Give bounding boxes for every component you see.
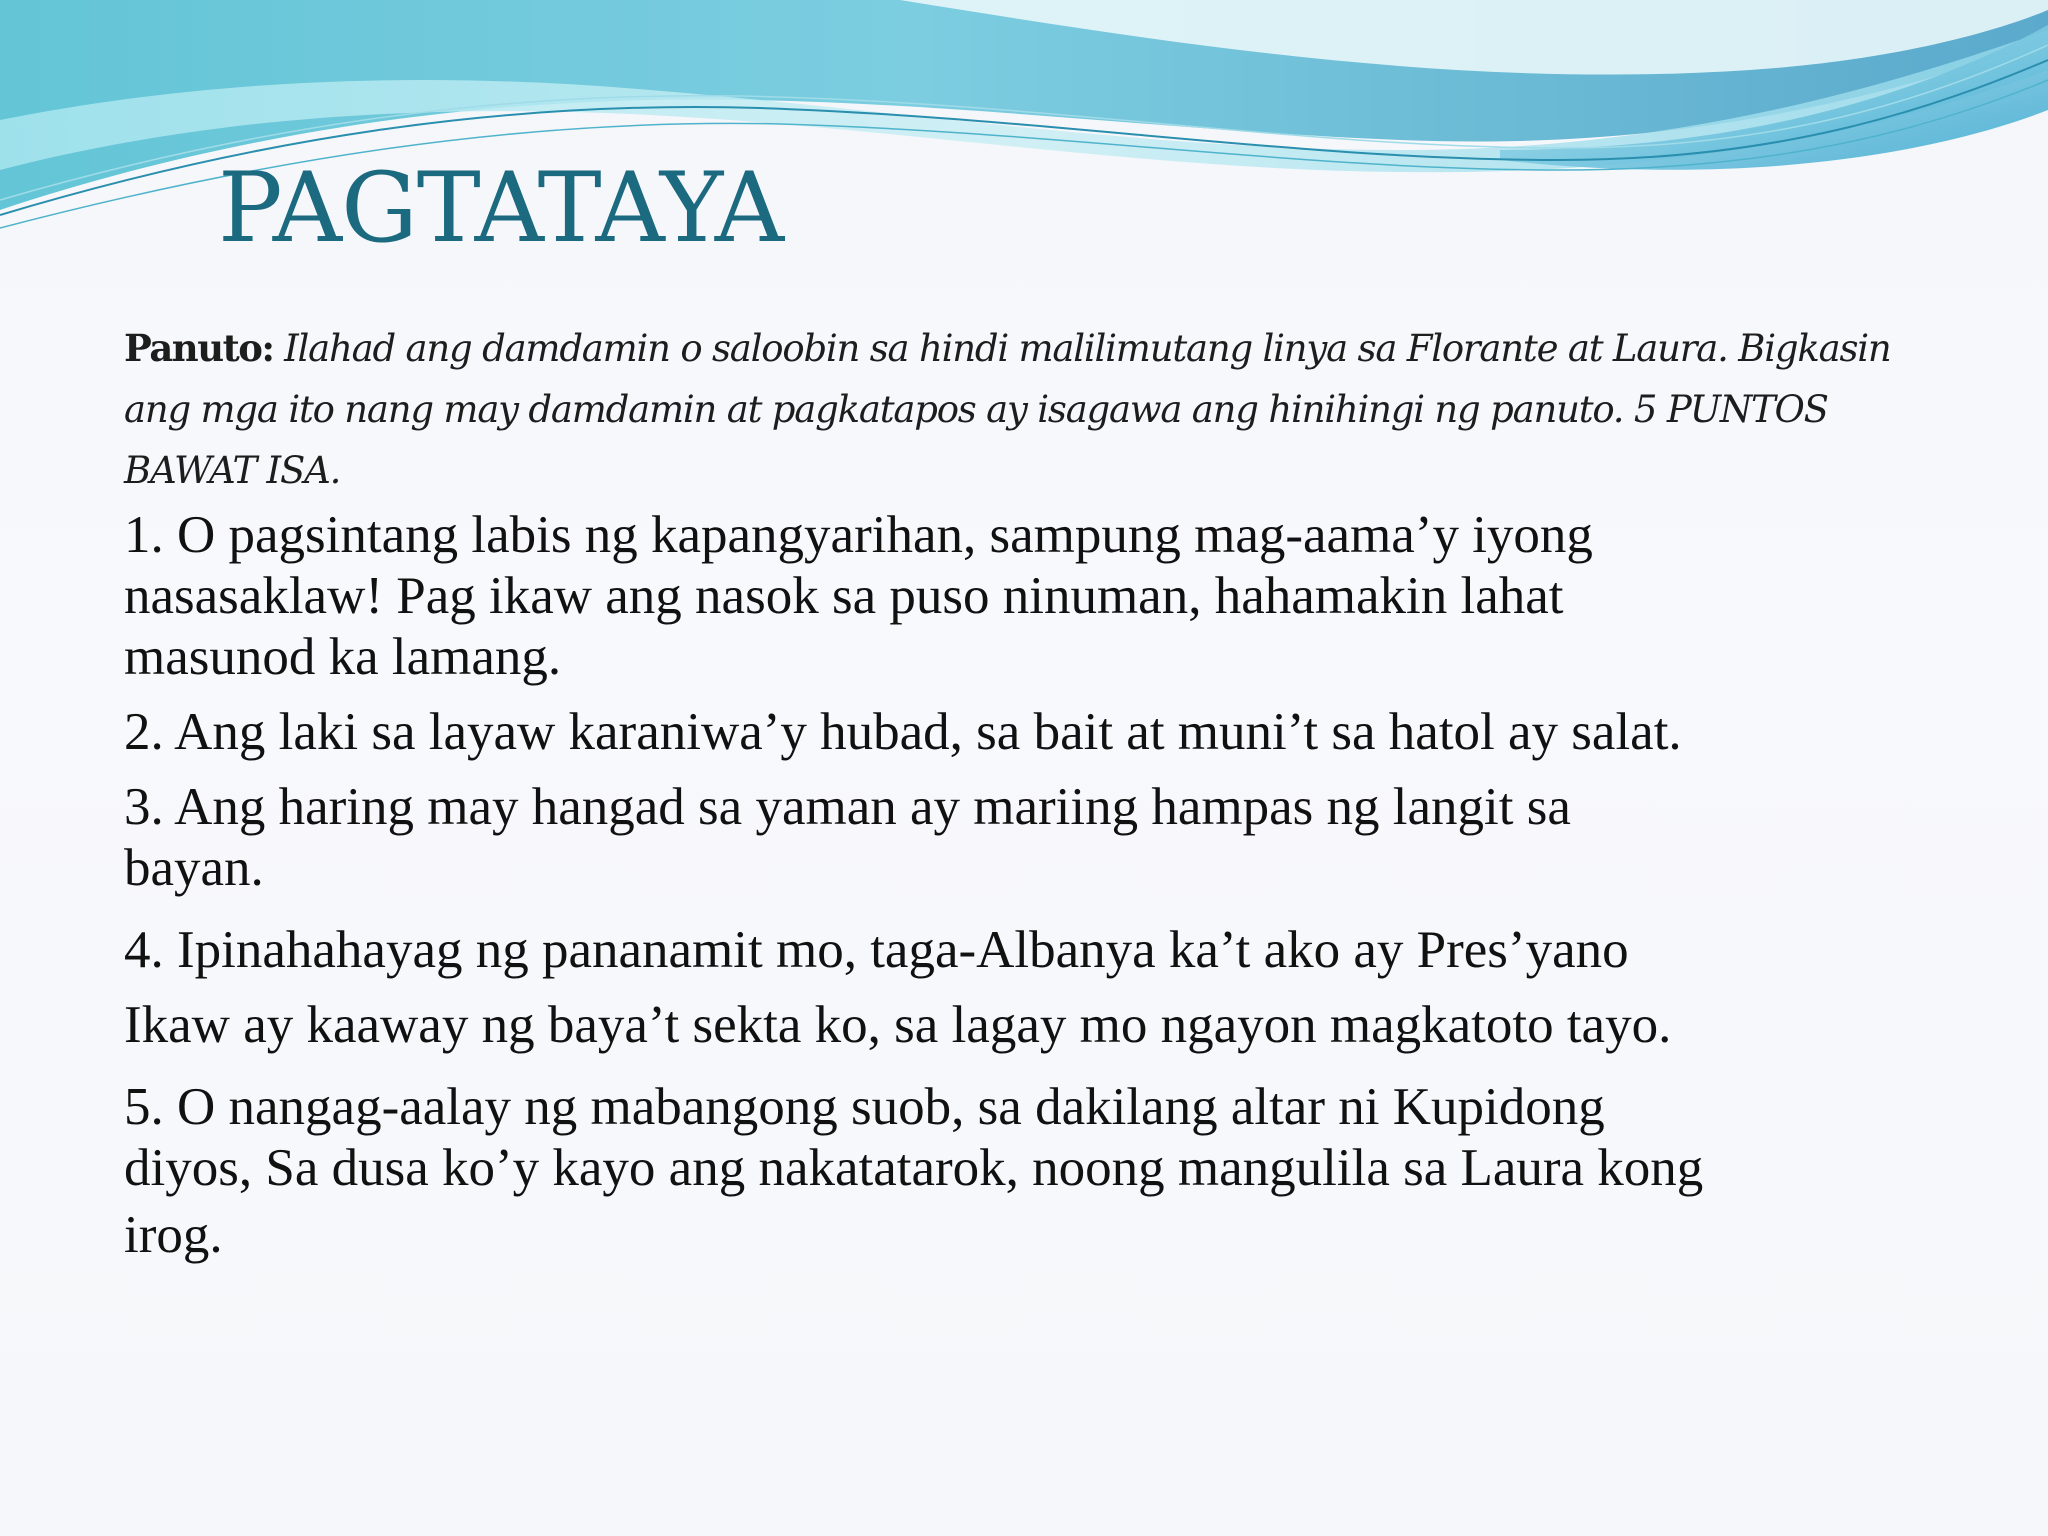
quote-item-5 xyxy=(124,1077,1924,1271)
quote-item-3 xyxy=(124,777,1924,899)
quote-line: 5. O nangag-aalay ng mabangong suob, sa dakilang altar ni Kupidong xyxy=(124,1078,1605,1136)
quote-item-1 xyxy=(124,505,1924,688)
quote-line: nasasaklaw! Pag ikaw ang nasok sa puso ninuman, hahamakin lahat xyxy=(124,567,1564,625)
instructions-label: Panuto: xyxy=(124,326,274,370)
quote-list xyxy=(124,505,1924,1285)
quote-line: irog. xyxy=(124,1206,223,1264)
instructions-paragraph xyxy=(124,318,1904,501)
quote-line: 2. Ang laki sa layaw karaniwa’y hubad, sa bait at muni’t sa hatol ay salat. xyxy=(124,703,1682,761)
quote-item-2 xyxy=(124,702,1924,763)
quote-line: 4. Ipinahahayag ng pananamit mo, taga-Albanya ka’t ako ay Pres’yano xyxy=(124,921,1629,979)
quote-item-4 xyxy=(124,913,1924,1063)
quote-line: bayan. xyxy=(124,839,264,897)
quote-line: Ikaw ay kaaway ng baya’t sekta ko, sa lagay mo ngayon magkatoto tayo. xyxy=(124,996,1672,1054)
instructions-text: Ilahad ang damdamin o saloobin sa hindi malilimutang linya sa Florante at Laura. Bigkasin ang mga ito nang may damdamin at pagkatapos ay isagawa ang hinihingi ng panuto. 5 PUNTOS BAWAT ISA. xyxy=(124,327,1891,492)
quote-line: masunod ka lamang. xyxy=(124,628,562,686)
quote-line: 3. Ang haring may hangad sa yaman ay mariing hampas ng langit sa xyxy=(124,778,1571,836)
slide-title: PAGTATAYA xyxy=(218,152,784,264)
quote-line: diyos, Sa dusa ko’y kayo ang nakatatarok, noong mangulila sa Laura kong xyxy=(124,1139,1704,1197)
quote-line: 1. O pagsintang labis ng kapangyarihan, sampung mag-aama’y iyong xyxy=(124,506,1593,564)
